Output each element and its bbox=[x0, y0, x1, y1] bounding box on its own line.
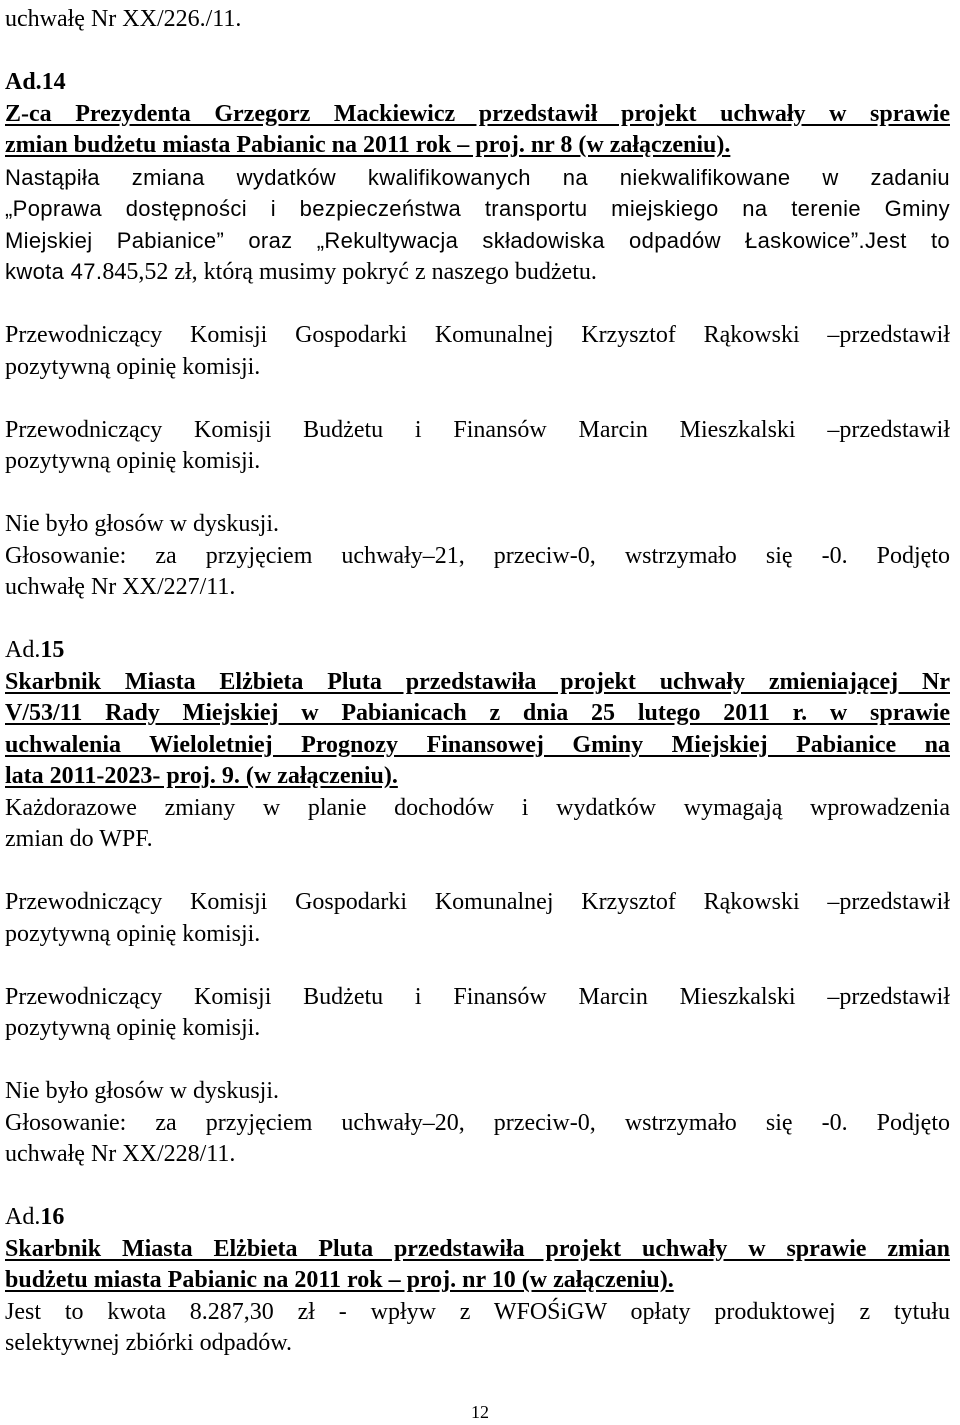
ad14-opinion-gospodarki-end: pozytywną opinię komisji. bbox=[5, 353, 261, 380]
ad14-body-line: „Poprawa dostępności i bezpieczeństwa transportu miejskiego na terenie Gminy bbox=[5, 196, 950, 221]
ad16-body-line: Jest to kwota 8.287,30 zł - wpływ z WFOŚiGW opłaty produktowej z tytułu bbox=[5, 1298, 950, 1325]
ad15-heading-number: 15 bbox=[40, 637, 65, 663]
ad15-heading bbox=[5, 635, 950, 667]
ad14-opinion-gospodarki: Przewodniczący Komisji Gospodarki Komunalnej Krzysztof Rąkowski –przedstawił bbox=[5, 322, 950, 348]
ad15-body-line: zmian do WPF. bbox=[5, 826, 153, 852]
previous-resolution-line: uchwałę Nr XX/226./11. bbox=[5, 6, 242, 32]
ad16-body-line: selektywnej zbiórki odpadów. bbox=[5, 1330, 293, 1356]
ad15-vote-end: uchwałę Nr XX/228/11. bbox=[5, 1141, 236, 1167]
ad15-title-line: lata 2011-2023- proj. 9. (w załączeniu). bbox=[5, 763, 398, 789]
ad14-amount-rest: 845,52 zł, którą musimy pokryć z naszego budżetu. bbox=[102, 259, 597, 285]
ad15-opinion-budzetu: Przewodniczący Komisji Budżetu i Finansów Marcin Mieszkalski –przedstawił bbox=[5, 983, 950, 1010]
ad14-vote: Głosowanie: za przyjęciem uchwały–21, przeciw-0, wstrzymało się -0. Podjęto bbox=[5, 542, 950, 569]
ad16-title-line: Skarbnik Miasta Elżbieta Pluta przedstawiła projekt uchwały w sprawie zmian bbox=[5, 1235, 950, 1262]
ad14-heading: Ad.14 bbox=[5, 69, 66, 95]
ad15-vote: Głosowanie: za przyjęciem uchwały–20, przeciw-0, wstrzymało się -0. Podjęto bbox=[5, 1109, 950, 1136]
ad14-body-line: Miejskiej Pabianice” oraz „Rekultywacja składowiska odpadów Łaskowice”.Jest to bbox=[5, 227, 950, 253]
ad15-title-line: V/53/11 Rady Miejskiej w Pabianicach z dnia 25 lutego 2011 r. w sprawie bbox=[5, 700, 950, 726]
ad14-title-line: zmian budżetu miasta Pabianic na 2011 rok – proj. nr 8 (w załączeniu). bbox=[5, 132, 731, 158]
ad15-body-line: Każdorazowe zmiany w planie dochodów i wydatków wymagają wprowadzenia bbox=[5, 794, 950, 821]
ad14-body-line-end bbox=[5, 256, 950, 289]
ad14-opinion-budzetu-end: pozytywną opinię komisji. bbox=[5, 448, 261, 474]
ad14-body-line: Nastąpiła zmiana wydatków kwalifikowanych na niekwalifikowane w zadaniu bbox=[5, 164, 950, 190]
ad16-heading bbox=[5, 1202, 950, 1234]
ad15-opinion-budzetu-end: pozytywną opinię komisji. bbox=[5, 1015, 261, 1041]
document-page bbox=[5, 4, 950, 1360]
ad15-heading-prefix: Ad. bbox=[5, 637, 41, 663]
ad15-title-line: Skarbnik Miasta Elżbieta Pluta przedstawiła projekt uchwały zmieniającej Nr bbox=[5, 668, 950, 695]
ad15-discussion: Nie było głosów w dyskusji. bbox=[5, 1078, 280, 1104]
ad14-discussion: Nie było głosów w dyskusji. bbox=[5, 511, 280, 537]
ad15-opinion-gospodarki-end: pozytywną opinię komisji. bbox=[5, 920, 261, 947]
ad15-opinion-gospodarki: Przewodniczący Komisji Gospodarki Komunalnej Krzysztof Rąkowski –przedstawił bbox=[5, 889, 950, 915]
ad14-opinion-budzetu: Przewodniczący Komisji Budżetu i Finansów Marcin Mieszkalski –przedstawił bbox=[5, 416, 950, 443]
ad14-amount-prefix: kwota 47. bbox=[5, 259, 103, 284]
ad15-title-line: uchwalenia Wieloletniej Prognozy Finansowej Gminy Miejskiej Pabianice na bbox=[5, 731, 950, 758]
ad16-heading-prefix: Ad. bbox=[5, 1204, 41, 1230]
ad14-title-line: Z-ca Prezydenta Grzegorz Mackiewicz przedstawił projekt uchwały w sprawie bbox=[5, 100, 950, 127]
ad14-vote-end: uchwałę Nr XX/227/11. bbox=[5, 574, 236, 600]
ad16-heading-number: 16 bbox=[40, 1204, 65, 1230]
page-number: 12 bbox=[471, 1402, 489, 1422]
ad16-title-line: budżetu miasta Pabianic na 2011 rok – proj. nr 10 (w załączeniu). bbox=[5, 1267, 674, 1293]
